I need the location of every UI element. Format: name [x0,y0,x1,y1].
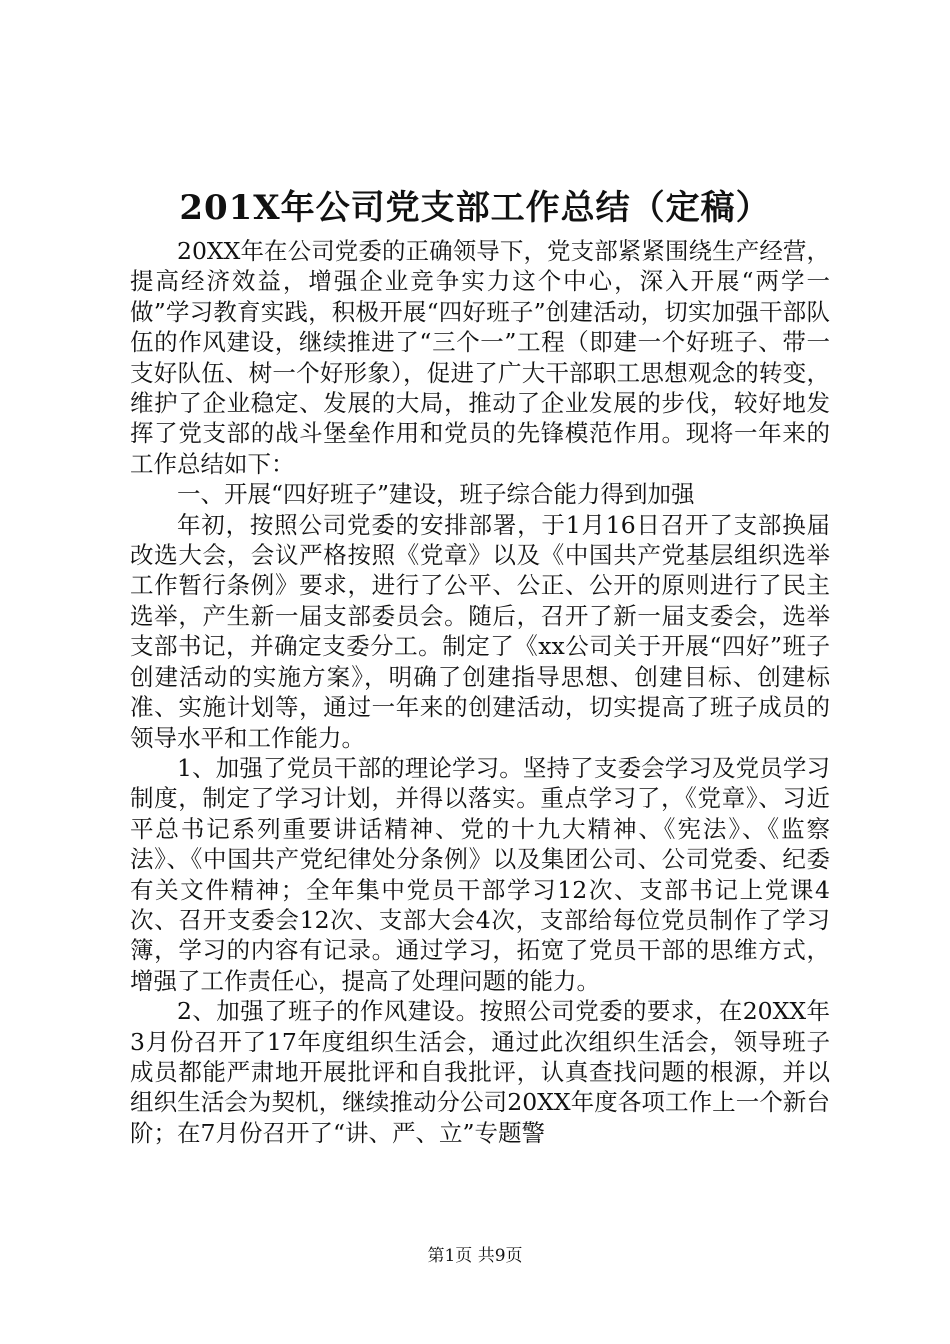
document-title: 201X年公司党支部工作总结（定稿） [179,188,771,228]
paragraph-item-2: 2、加强了班子的作风建设。按照公司党委的要求，在20XX年3月份召开了17年度组织生活会，通过此次组织生活会，领导班子成员都能严肃地开展批评和自我批评，认真查找问题的根源，并以组织生活会为契机，继续推动分公司20XX年度各项工作上一个新台阶；在7月份召开了“讲、严、立”专题警 [130,997,830,1147]
section-heading-1: 一、开展“四好班子”建设，班子综合能力得到加强 [177,480,695,509]
paragraph-section-1: 年初，按照公司党委的安排部署，于1月16日召开了支部换届改选大会，会议严格按照《党章》以及《中国共产党基层组织选举工作暂行条例》要求，进行了公平、公正、公开的原则进行了民主选举，产生新一届支部委员会。随后，召开了新一届支委会，选举支部书记，并确定支委分工。制定了《xx公司关于开展“四好”班子创建活动的实施方案》，明确了创建指导思想、创建目标、创建标准、实施计划等，通过一年来的创建活动，切实提高了班子成员的领导水平和工作能力。 [130,510,830,752]
document-body [130,236,830,1148]
paragraph-item-1: 1、加强了党员干部的理论学习。坚持了支委会学习及党员学习制度，制定了学习计划，并得以落实。重点学习了，《党章》、习近平总书记系列重要讲话精神、党的十九大精神、《宪法》、《监察法》、《中国共产党纪律处分条例》以及集团公司、公司党委、纪委有关文件精神；全年集中党员干部学习12次、支部书记上党课4次、召开支委会12次、支部大会4次，支部给每位党员制作了学习簿，学习的内容有记录。通过学习，拓宽了党员干部的思维方式，增强了工作责任心，提高了处理问题的能力。 [130,753,830,995]
paragraph-intro: 20XX年在公司党委的正确领导下，党支部紧紧围绕生产经营，提高经济效益，增强企业竞争实力这个中心，深入开展“两学一做”学习教育实践，积极开展“四好班子”创建活动，切实加强干部队伍的作风建设，继续推进了“三个一”工程（即建一个好班子、带一支好队伍、树一个好形象），促进了广大干部职工思想观念的转变，维护了企业稳定、发展的大局，推动了企业发展的步伐，较好地发挥了党支部的战斗堡垒作用和党员的先锋模范作用。现将一年来的工作总结如下： [130,237,830,478]
page-footer: 第1页 共9页 [427,1246,523,1266]
